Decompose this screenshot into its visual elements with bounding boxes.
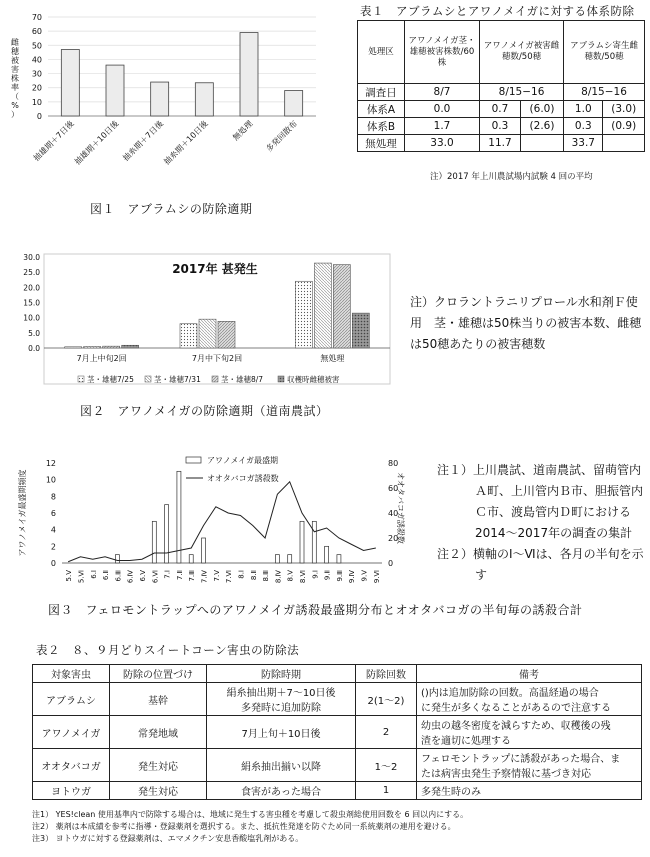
fig3-bar [300, 521, 304, 563]
t2-header: 防除回数 [356, 665, 417, 683]
fig3-x-label: 9.Ⅰ [311, 570, 320, 579]
fig1-y-tick: 30 [31, 69, 42, 79]
t2-remark: 多発生時のみ [417, 782, 642, 800]
t1-survey-label: 調査日 [358, 84, 405, 101]
t2-footnote: 注3） ヨトウガに対する登録薬剤は、エマメクチン安息香酸塩乳剤がある。 [32, 834, 304, 843]
fig3-left-axis-label: アワノメイガ最盛期頻度 [18, 469, 27, 557]
t2-row [33, 716, 642, 749]
fig3-x-label: 6.Ⅱ [102, 570, 111, 581]
fig1-y-label-char: 株 [11, 74, 19, 83]
fig2-y-tick: 5.0 [28, 328, 40, 338]
fig3-x-label: 7.Ⅵ [225, 570, 234, 584]
fig3-x-label: 5.Ⅵ [77, 570, 86, 584]
fig1-x-label: 無処理 [231, 119, 255, 143]
fig3-bar [152, 521, 156, 563]
fig3-right-tick: 0 [388, 559, 394, 568]
t2-count: 1〜2 [356, 749, 417, 782]
fig3-right-tick: 60 [388, 484, 399, 493]
fig3-bar [312, 521, 316, 563]
fig2-y-tick: 10.0 [23, 313, 40, 323]
fig1-bar [61, 50, 79, 116]
fig1-caption: 図１ アブラムシの防除適期 [90, 202, 253, 216]
t1-survey-date: 8/15−16 [480, 84, 564, 101]
fig3-x-label: 8.Ⅳ [274, 570, 283, 584]
fig1-bar [151, 82, 169, 116]
fig1-x-label: 抽糸期＋7日後 [121, 119, 166, 163]
fig3-left-tick: 6 [50, 509, 56, 518]
fig2-bar [65, 347, 82, 348]
t2-remark-line: ()内は追加防除の回数。高温経過の場合 [421, 688, 599, 699]
fig1-x-label: 抽雄期＋7日後 [31, 119, 76, 163]
fig3-bars [115, 471, 341, 563]
t2-count: 2(1〜2) [356, 683, 417, 716]
fig3-bar [115, 555, 119, 563]
t2-remark [417, 716, 642, 749]
t1-cell: 0.7 [480, 101, 521, 118]
t2-timing [207, 683, 356, 716]
fig3-legend-label: アワノメイガ最盛期 [207, 456, 279, 465]
t2-remark [417, 683, 642, 716]
t1-cell: 0.0 [405, 101, 480, 118]
fig2-note: 注）クロラントラニリプロール水和剤Ｆ使用 茎・雄穂は50株当りの被害本数、雌穂は50穂あたりの被害穂数 [410, 295, 642, 351]
t1-row [358, 101, 645, 118]
fig2-bar [295, 281, 312, 348]
t2-remark-line: に発生が多くなることがあるので注意する [421, 703, 611, 714]
t2-row [33, 782, 642, 800]
t1-cell: (0.9) [603, 118, 645, 135]
t2-timing: 絹糸抽出揃い以降 [207, 749, 356, 782]
fig3-x-label: 9.Ⅵ [372, 570, 381, 584]
fig2-bar [314, 263, 331, 348]
fig2-bar [352, 313, 369, 348]
t2-pest: アワノメイガ [33, 716, 110, 749]
fig2-bar [84, 346, 101, 348]
fig2-x-labels [77, 353, 345, 363]
t1-cell: (3.0) [603, 101, 645, 118]
fig2-legend-swatch [212, 376, 218, 382]
fig3-caption: 図３ フェロモントラップへのアワノメイガ誘殺最盛期分布とオオタバコガの半旬毎の誘殺合計 [48, 603, 583, 617]
t1-cell: 無処理 [358, 135, 405, 152]
fig1-y-label-char: 率 [11, 83, 19, 92]
fig1-y-label-char: 穂 [11, 47, 19, 56]
fig3-right-tick: 40 [388, 509, 399, 518]
fig3-bar [177, 471, 181, 563]
fig2-legend-label: 収穫時雌穂被害 [287, 375, 340, 384]
t1-cell [603, 135, 645, 152]
fig3-notes [437, 460, 645, 586]
fig2-y-tick: 0.0 [28, 344, 40, 353]
fig1-y-label-char: 被 [11, 56, 19, 65]
table2 [32, 664, 642, 800]
fig3-right-tick: 20 [388, 534, 399, 543]
t1-cell: 体系B [358, 118, 405, 135]
fig2-legend-label: 茎・雄穂8/7 [221, 375, 264, 384]
t2-remark [417, 749, 642, 782]
t1-header-ear: アワノメイガ被害雌穂数/50穂 [480, 21, 564, 84]
fig3-legend-label: オオタバコガ誘殺数 [207, 474, 279, 483]
fig2-bar [103, 346, 120, 348]
fig3-x-label: 6.Ⅵ [151, 570, 160, 584]
fig2-bar [218, 321, 235, 348]
fig2-y-tick: 25.0 [23, 268, 40, 278]
fig1-gridlines [48, 17, 316, 116]
fig1-chart [0, 0, 330, 200]
fig1-y-tick: 20 [31, 83, 42, 93]
t1-cell: 0.3 [564, 118, 603, 135]
t1-row [358, 118, 645, 135]
t2-count: 1 [356, 782, 417, 800]
fig1-bar [195, 83, 213, 116]
fig2-bar [333, 265, 350, 348]
fig2-y-tick: 20.0 [23, 283, 40, 293]
fig3-chart [0, 450, 405, 595]
fig3-x-label: 8.Ⅱ [249, 570, 258, 581]
t2-pest: ヨトウガ [33, 782, 110, 800]
table2-title: 表２ ８、９月どりスイートコーン害虫の防除法 [36, 643, 300, 657]
t1-cell: 11.7 [480, 135, 521, 152]
fig3-x-label: 7.Ⅲ [188, 570, 197, 582]
fig2-x-label: 7月上中旬2回 [76, 354, 127, 363]
fig3-right-axis-label: オオタバコガ誘殺数 [396, 472, 405, 544]
fig3-note-1: 注１）上川農試、道南農試、留萌管内Ａ町、上川管内Ｂ市、胆振管内Ｃ市、渡島管内Ｄ町における2014〜2017年の調査の集計 [437, 463, 644, 540]
t1-cell [520, 135, 563, 152]
t2-remark-line: 渣を適切に処理する [421, 736, 511, 747]
table2-footnotes [32, 809, 647, 845]
fig1-bar [106, 65, 124, 116]
fig2-chart [0, 245, 400, 395]
t2-position: 常発地域 [110, 716, 207, 749]
t1-cell: 1.7 [405, 118, 480, 135]
fig2-legend-swatch [78, 376, 84, 382]
fig3-x-labels [65, 569, 381, 583]
fig1-y-label-char: 害 [11, 65, 19, 74]
t2-position: 基幹 [110, 683, 207, 716]
t1-cell: (2.6) [520, 118, 563, 135]
fig2-title: 2017年 甚発生 [172, 262, 258, 276]
t1-survey-date: 8/7 [405, 84, 480, 101]
fig3-bar [288, 555, 292, 563]
fig3-x-label: 8.Ⅰ [237, 570, 246, 579]
fig2-legend-label: 茎・雄穂7/31 [154, 375, 201, 384]
t2-position: 発生対応 [110, 749, 207, 782]
fig3-x-label: 6.Ⅰ [89, 570, 98, 579]
fig1-x-label: 多発回散布 [264, 119, 300, 154]
fig3-x-label: 7.Ⅴ [212, 570, 221, 582]
fig3-x-label: 9.Ⅲ [335, 570, 344, 582]
t2-pest: オオタバコガ [33, 749, 110, 782]
t2-position: 発生対応 [110, 782, 207, 800]
fig2-x-label: 無処理 [320, 354, 345, 363]
fig1-y-label-char: % [11, 101, 19, 110]
fig2-caption: 図２ アワノメイガの防除適期（道南農試） [80, 404, 329, 418]
fig2-legend-swatch [145, 376, 151, 382]
fig1-y-tick: 60 [31, 27, 42, 37]
fig2-legend-swatch [278, 376, 284, 382]
fig3-left-tick: 12 [45, 459, 56, 468]
t1-header-aphid: アブラムシ寄生雌穂数/50穂 [564, 21, 645, 84]
t2-remark-line: 幼虫の越冬密度を減らすため、収穫後の残 [421, 721, 611, 732]
fig3-bar [165, 505, 169, 563]
fig1-y-label [11, 37, 20, 119]
t1-survey-date: 8/15−16 [564, 84, 645, 101]
fig3-left-tick: 2 [50, 542, 56, 552]
t2-footnote: 注2） 薬剤は本成績を参考に指導・登録薬剤を選択する。また、抵抗性発達を防ぐため同一系統薬剤の連用を避ける。 [32, 822, 456, 831]
t2-remark-line: フェロモントラップに誘殺があった場合、ま [421, 754, 621, 765]
t1-row [358, 135, 645, 152]
fig3-x-label: 6.Ⅳ [126, 570, 135, 584]
fig3-x-label: 7.Ⅳ [200, 570, 209, 584]
fig2-bar [122, 345, 139, 348]
fig2-y-tick: 30.0 [23, 253, 40, 262]
fig1-x-label: 抽雄期＋10日後 [72, 119, 121, 167]
t1-header-plot: 処理区 [358, 21, 405, 84]
t1-cell: 0.3 [480, 118, 521, 135]
t2-row [33, 683, 642, 716]
fig2-legend-label: 茎・雄穂7/25 [87, 375, 134, 384]
fig3-left-tick: 8 [50, 492, 56, 502]
t1-cell: 33.7 [564, 135, 603, 152]
t2-count: 2 [356, 716, 417, 749]
fig3-bar [337, 555, 341, 563]
t2-pest: アブラムシ [33, 683, 110, 716]
table1 [357, 20, 645, 152]
t1-cell: 1.0 [564, 101, 603, 118]
fig3-x-label: 6.Ⅴ [139, 570, 147, 582]
fig2-bar [199, 319, 216, 348]
t1-cell: (6.0) [520, 101, 563, 118]
t2-timing: 7月上旬＋10日後 [207, 716, 356, 749]
fig3-right-tick: 80 [388, 459, 399, 468]
fig3-x-label: 8.Ⅲ [262, 570, 271, 582]
t2-timing-line: 絹糸抽出期＋7〜10日後 [226, 688, 336, 699]
fig1-y-label-char: 雌 [11, 38, 19, 47]
fig3-bar [202, 538, 206, 563]
t1-cell: 33.0 [405, 135, 480, 152]
fig1-y-label-char: ） [11, 110, 19, 119]
t2-header: 防除時期 [207, 665, 356, 683]
fig3-x-label: 7.Ⅰ [163, 570, 172, 579]
t2-header: 備考 [417, 665, 642, 683]
t1-cell: 体系A [358, 101, 405, 118]
t1-header-stem: アワノメイガ茎・雄穂被害株数/60株 [405, 21, 480, 84]
t2-header: 防除の位置づけ [110, 665, 207, 683]
fig1-y-tick: 40 [31, 55, 42, 65]
fig3-x-label: 6.Ⅲ [114, 570, 123, 582]
fig3-bar [189, 555, 193, 563]
fig3-legend-swatch [186, 457, 201, 463]
fig2-x-label: 7月中下旬2回 [191, 354, 243, 363]
fig3-x-label: 8.Ⅴ [286, 570, 295, 582]
fig1-bar [240, 33, 258, 116]
t2-row [33, 749, 642, 782]
t2-header: 対象害虫 [33, 665, 110, 683]
t2-remark-line: たは病害虫発生予察情報に基づき対応 [421, 769, 591, 780]
fig3-left-tick: 10 [45, 475, 56, 485]
fig1-y-label-char: （ [11, 92, 19, 101]
fig3-x-label: 5.Ⅴ [65, 570, 74, 582]
fig3-left-tick: 0 [50, 559, 56, 568]
fig3-x-label: 9.Ⅳ [348, 570, 357, 584]
fig2-legend [78, 374, 340, 384]
fig3-left-tick: 4 [50, 525, 56, 535]
fig1-x-label: 抽糸期＋10日後 [162, 119, 210, 167]
t2-timing-line: 多発時に追加防除 [241, 703, 321, 714]
fig2-y-tick: 15.0 [23, 298, 40, 308]
fig2-bar [180, 324, 197, 348]
t2-timing: 食害があった場合 [207, 782, 356, 800]
fig1-y-tick: 70 [31, 13, 42, 22]
fig1-y-ticks [32, 13, 42, 121]
fig3-bar [325, 546, 329, 563]
fig3-line [68, 482, 376, 562]
fig1-y-tick: 50 [31, 41, 42, 51]
fig3-x-label: 9.Ⅴ [360, 570, 369, 582]
table1-title: 表１ アブラムシとアワノメイガに対する体系防除 [360, 4, 635, 18]
fig1-y-tick: 0 [36, 112, 42, 121]
fig1-bar [285, 91, 303, 116]
fig3-series-line [68, 482, 376, 562]
t2-footnote: 注1） YES!clean 使用基準内で防除する場合は、地域に発生する害虫種を考慮して殺虫剤総使用回数を 6 回以内にする。 [32, 810, 469, 819]
t2-header-row [33, 665, 642, 683]
fig3-x-label: 9.Ⅱ [323, 570, 332, 581]
fig1-y-tick: 10 [31, 97, 42, 107]
fig3-note-2: 注２）横軸のⅠ〜Ⅵは、各月の半旬を示す [437, 547, 644, 582]
fig1-x-labels [31, 118, 299, 167]
fig3-x-label: 8.Ⅵ [299, 570, 307, 584]
table1-note: 注）2017 年上川農試場内試験 4 回の平均 [430, 172, 593, 182]
fig3-x-label: 7.Ⅱ [175, 570, 184, 581]
fig3-bar [275, 555, 279, 563]
fig3-legend [186, 455, 279, 483]
